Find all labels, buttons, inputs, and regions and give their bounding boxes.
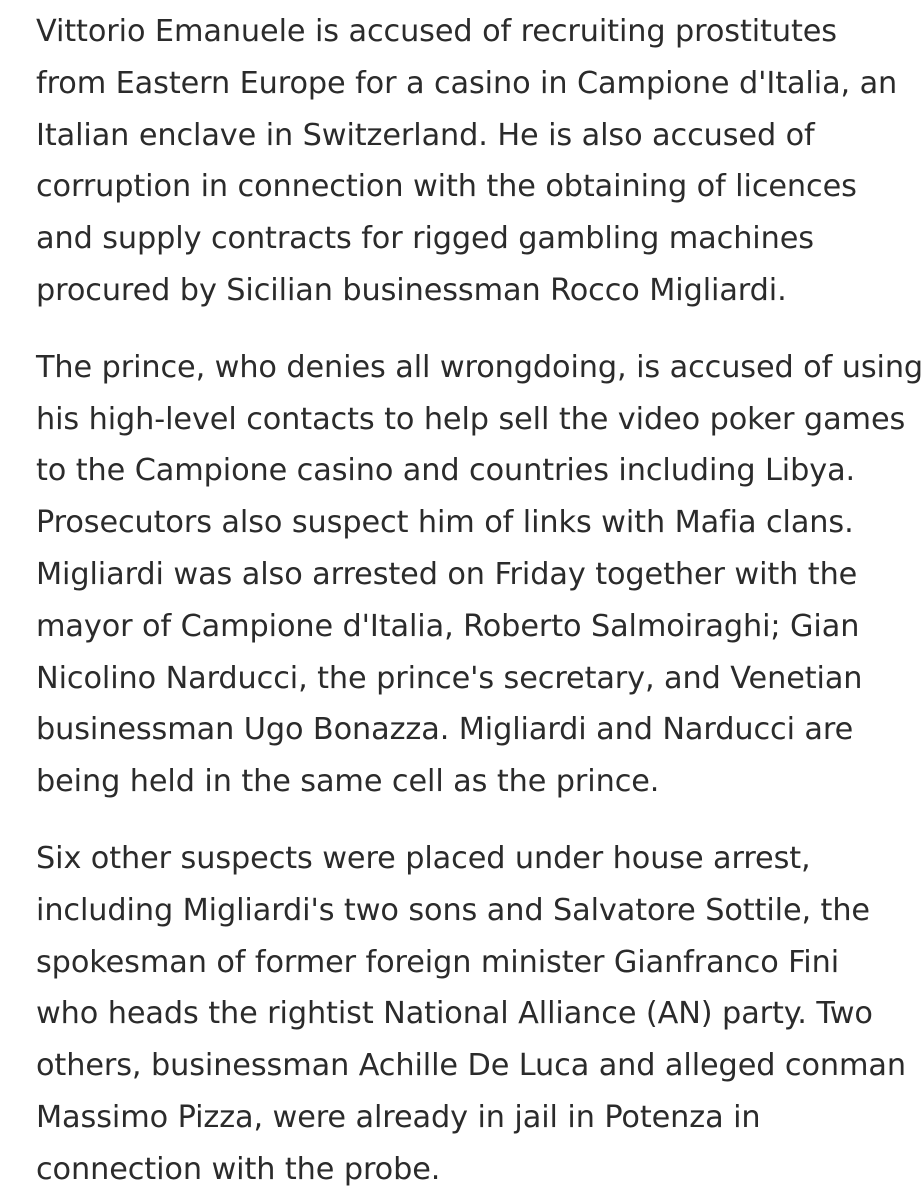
text-line: his high-level contacts to help sell the video poker games xyxy=(36,401,906,437)
text-line: from Eastern Europe for a casino in Campione d'Italia, an xyxy=(36,65,898,101)
text-line: connection with the probe. xyxy=(36,1151,441,1187)
text-line: Massimo Pizza, were already in jail in Potenza in xyxy=(36,1099,761,1135)
text-line: Six other suspects were placed under house arrest, xyxy=(36,840,811,876)
text-line: Migliardi was also arrested on Friday together with the xyxy=(36,556,858,592)
text-line: procured by Sicilian businessman Rocco Migliardi. xyxy=(36,272,787,308)
text-line: including Migliardi's two sons and Salvatore Sottile, the xyxy=(36,892,870,928)
text-line: and supply contracts for rigged gambling machines xyxy=(36,221,814,257)
text-line: Prosecutors also suspect him of links with Mafia clans. xyxy=(36,505,854,541)
text-line: spokesman of former foreign minister Gianfranco Fini xyxy=(36,944,840,980)
text-line: to the Campione casino and countries including Libya. xyxy=(36,453,856,489)
paragraph-1 xyxy=(36,6,906,317)
text-line: Nicolino Narducci, the prince's secretary, and Venetian xyxy=(36,660,863,696)
text-line: Vittorio Emanuele is accused of recruiting prostitutes xyxy=(36,14,837,49)
text-line: Italian enclave in Switzerland. He is also accused of xyxy=(36,117,815,153)
text-line: who heads the rightist National Alliance (AN) party. Two xyxy=(36,996,873,1032)
text-line: others, businessman Achille De Luca and alleged conman xyxy=(36,1048,906,1084)
text-line: The prince, who denies all wrongdoing, is accused of using xyxy=(36,349,924,385)
paragraph-3 xyxy=(36,833,906,1196)
text-line: being held in the same cell as the prince. xyxy=(36,764,660,800)
text-line: corruption in connection with the obtaining of licences xyxy=(36,169,857,205)
paragraph-2 xyxy=(36,342,924,808)
text-line: mayor of Campione d'Italia, Roberto Salmoiraghi; Gian xyxy=(36,608,860,644)
article-body xyxy=(36,6,924,1196)
text-line: businessman Ugo Bonazza. Migliardi and Narducci are xyxy=(36,712,854,748)
